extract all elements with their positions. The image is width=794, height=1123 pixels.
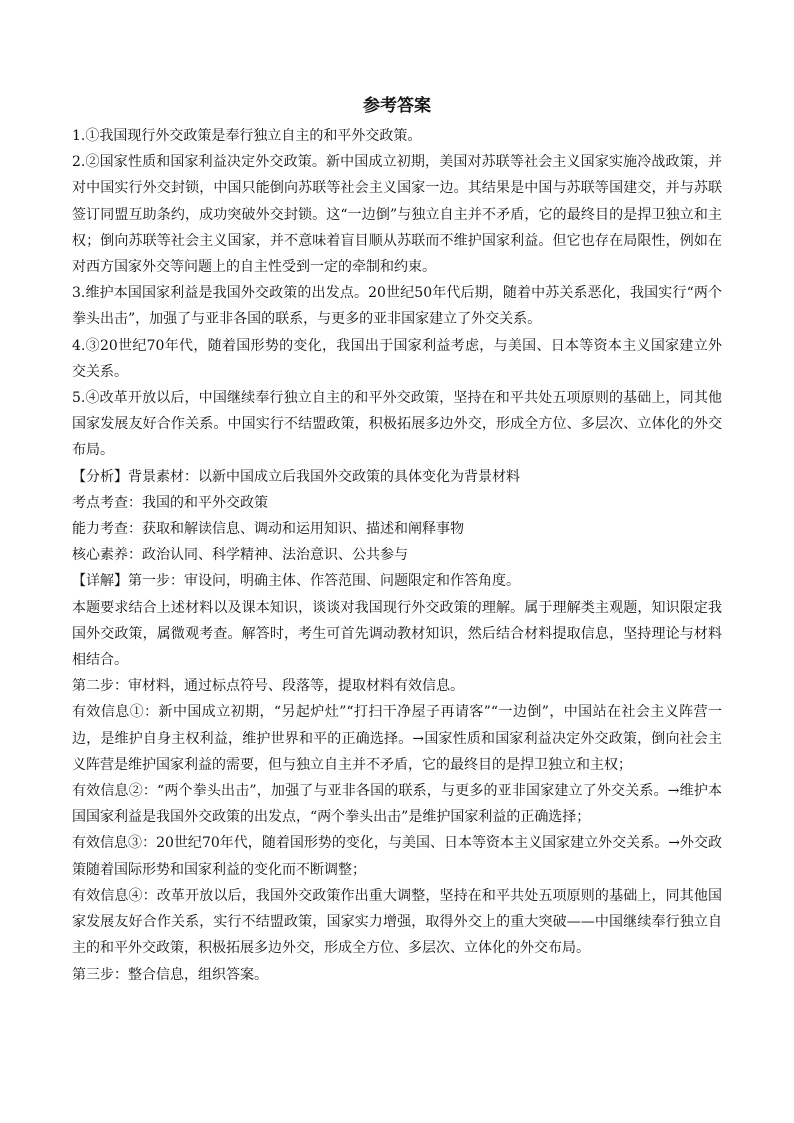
detail-step-2: 第二步：审材料，通过标点符号、段落等，提取材料有效信息。 <box>72 678 464 695</box>
analysis-background: 【分析】背景素材：以新中国成立后我国外交政策的具体变化为背景材料 <box>72 468 520 485</box>
answer-point-3: 3.维护本国国家利益是我国外交政策的出发点。20世纪50年代后期，随着中苏关系恶化，我国实行“两个拳头出击”，加强了与亚非各国的联系，与更多的亚非国家建立了外交关系。 <box>72 285 722 328</box>
effective-info-3: 有效信息③：20世纪70年代，随着国形势的变化，与美国、日本等资本主义国家建立外交关系。→外交政策随着国际形势和国家利益的变化而不断调整； <box>72 835 722 878</box>
effective-info-1: 有效信息①：新中国成立初期，“另起炉灶”“打扫干净屋子再请客”“一边倒”，中国站在社会主义阵营一边，是维护自身主权利益，维护世界和平的正确选择。→国家性质和国家利益决定外交政策，倒向社会主义阵营是维护国家利益的需要，但与独立自主并不矛盾，它的最终目的是捍卫独立和主权； <box>72 704 722 773</box>
answer-point-4: 4.③20世纪70年代，随着国形势的变化，我国出于国家利益考虑，与美国、日本等资本主义国家建立外交关系。 <box>72 337 722 380</box>
answer-point-1: 1.①我国现行外交政策是奉行独立自主的和平外交政策。 <box>72 128 422 144</box>
page-title: 参考答案 <box>363 96 431 116</box>
answer-point-5: 5.④改革开放以后，中国继续奉行独立自主的和平外交政策，坚持在和平共处五项原则的基础上，同其他国家发展友好合作关系。中国实行不结盟政策，积极拓展多边外交，形成全方位、多层次、立体化的外交布局。 <box>72 390 722 459</box>
detail-step-3: 第三步：整合信息，组织答案。 <box>72 966 268 983</box>
effective-info-2: 有效信息②：“两个拳头出击”，加强了与亚非各国的联系，与更多的亚非国家建立了外交关系。→维护本国国家利益是我国外交政策的出发点，“两个拳头出击”是维护国家利益的正确选择； <box>72 783 722 826</box>
analysis-literacy: 核心素养：政治认同、科学精神、法治意识、公共参与 <box>72 547 408 564</box>
analysis-ability: 能力考查：获取和解读信息、调动和运用知识、描述和阐释事物 <box>72 521 464 538</box>
detail-step-1: 【详解】第一步：审设问，明确主体、作答范围、问题限定和作答角度。 <box>72 573 520 590</box>
answer-point-2: 2.②国家性质和国家利益决定外交政策。新中国成立初期，美国对苏联等社会主义国家实施冷战政策，并对中国实行外交封锁，中国只能倒向苏联等社会主义国家一边。其结果是中国与苏联等国建交，并与苏联签订同盟互助条约，成功突破外交封锁。这“一边倒”与独立自主并不矛盾，它的最终目的是捍卫独立和主权；倒向苏联等社会主义国家，并不意味着盲目顺从苏联而不维护国家利益。但它也存在局限性，例如在对西方国家外交等问题上的自主性受到一定的牵制和约束。 <box>72 154 722 276</box>
analysis-topic: 考点考查：我国的和平外交政策 <box>72 494 268 511</box>
effective-info-4: 有效信息④：改革开放以后，我国外交政策作出重大调整，坚持在和平共处五项原则的基础上，同其他国家发展友好合作关系，实行不结盟政策，国家实力增强，取得外交上的重大突破——中国继续奉行独立自主的和平外交政策，积极拓展多边外交，形成全方位、多层次、立体化的外交布局。 <box>72 887 722 957</box>
detail-requirement: 本题要求结合上述材料以及课本知识，谈谈对我国现行外交政策的理解。属于理解类主观题，知识限定我国外交政策，属微观考查。解答时，考生可首先调动教材知识，然后结合材料提取信息，坚持理论与材料相结合。 <box>72 599 722 669</box>
